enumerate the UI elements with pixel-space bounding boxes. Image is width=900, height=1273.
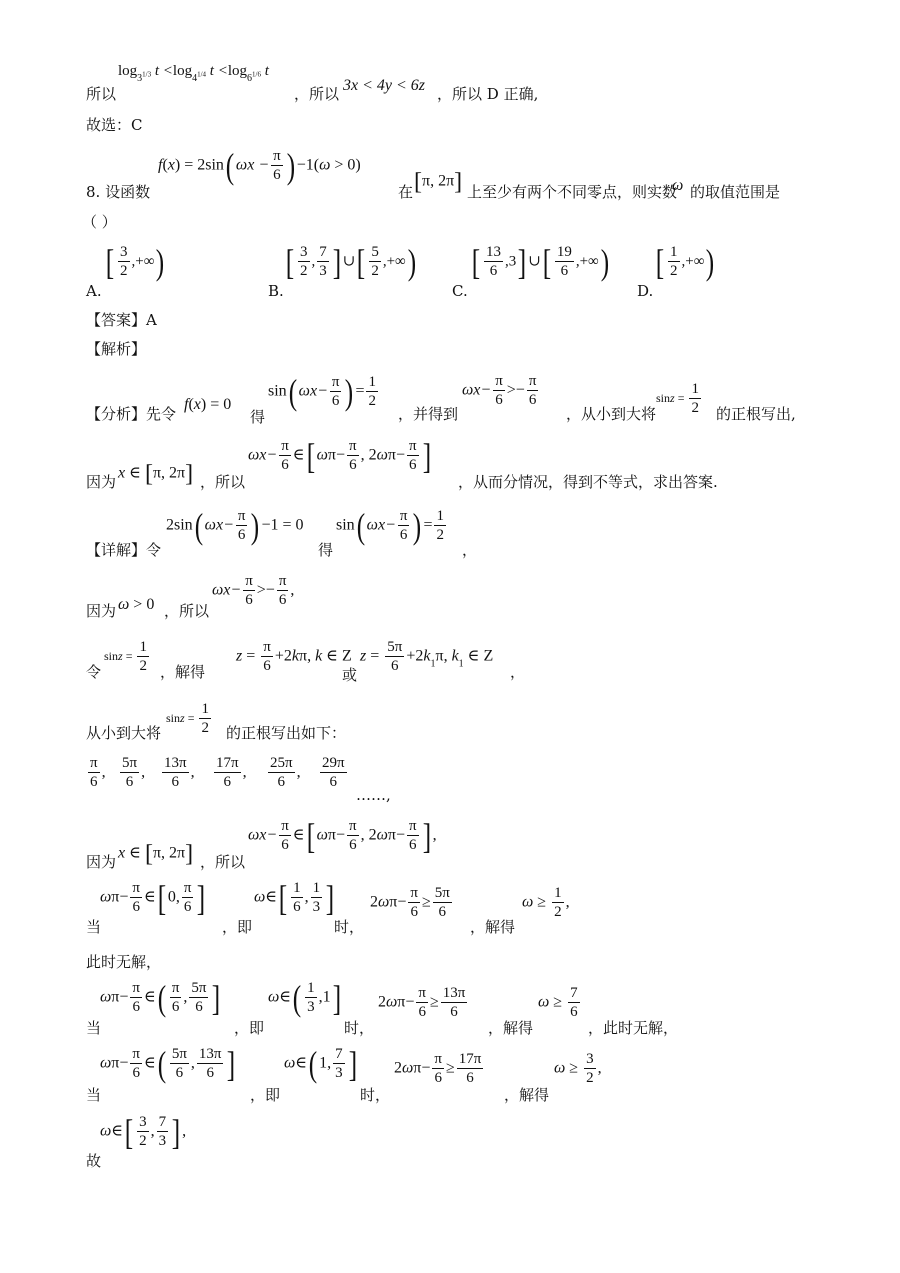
log-inequality: $\log_{3^{1/3}} t <\log_{4^{1/4}}$ $t <\log_{6^{1/6}}$ t: [118, 63, 269, 84]
so-label-4: ，所以: [164, 602, 210, 620]
get-label-1: 得: [250, 408, 266, 426]
so-label-2: ，所以: [294, 85, 340, 103]
case3-range: ωπ− $\frac{\pi}{6}$ ∈( $\frac{5\pi}{6}$ , $\frac{13\pi}{6}$ ]: [100, 1044, 236, 1084]
order-line-label: 从小到大将: [86, 724, 162, 742]
solve-label-1: ，解得: [160, 663, 206, 681]
question-text: 上至少有两个不同零点，则实数: [467, 183, 678, 201]
so-label-3: ，所以: [200, 473, 246, 491]
sinz-half-3: sinz = $\frac{1}{2}$: [166, 701, 209, 736]
no-solution-1: 此时无解，: [86, 953, 162, 971]
analysis-head: 【解析】: [86, 340, 147, 358]
when-label-2: 当: [86, 1019, 102, 1037]
case1-ineq: 2ωπ− $\frac{\pi}{6}$ ≥ $\frac{5\pi}{6}$: [370, 885, 450, 920]
final-omega-range: ω∈[ $\frac{3}{2}$ , $\frac{7}{3}$ ] ,: [100, 1112, 187, 1152]
so-label-1: 所以: [86, 85, 117, 103]
inequality-2: ωx− $\frac{\pi}{6}$ >− $\frac{\pi}{6}$ ,: [212, 573, 295, 608]
case3-ineq: 2ωπ− $\frac{\pi}{6}$ ≥ $\frac{17\pi}{6}$: [394, 1051, 482, 1086]
order-label: ，从小到大将: [566, 405, 657, 423]
option-a-math: [ $\frac{3}{2}$ ,+∞): [105, 242, 165, 282]
root-4: $\frac{17\pi}{6}$ ,: [216, 755, 247, 790]
answer-line: 【答案】A: [86, 311, 157, 329]
root-6: $\frac{29\pi}{6}$: [322, 755, 345, 790]
case3-result: ω ≥ $\frac{3}{2}$ ,: [554, 1051, 602, 1086]
x-in-interval-2: x ∈ [π, 2π]: [118, 841, 194, 867]
sin-equals-half-2: sin( ωx− $\frac{\pi}{6}$ ) = $\frac{1}{2}$: [336, 506, 444, 546]
let-label: 令: [86, 663, 102, 681]
range-2: ωx− $\frac{\pi}{6}$ ∈[ ωπ− $\frac{\pi}{6}$ , 2ωπ− $\frac{\pi}{6}$ ] ,: [248, 816, 437, 856]
no-solution-2: ，此时无解，: [588, 1019, 679, 1037]
because-omega-label: 因为: [86, 602, 117, 620]
case1-omega: ω∈[ $\frac{1}{6}$ , $\frac{1}{3}$ ]: [254, 878, 335, 918]
so-label-5: ，所以: [200, 853, 246, 871]
root-3: $\frac{13\pi}{6}$ ,: [164, 755, 195, 790]
sinz-half-2: sinz = $\frac{1}{2}$: [104, 639, 147, 674]
fx-equals-zero: f(x) = 0: [184, 396, 232, 413]
because-label-2: 因为: [86, 853, 117, 871]
analysis-tag: 【分析】先令: [86, 405, 177, 423]
time-label-2: 时，: [344, 1019, 375, 1037]
solve-label-4: ，解得: [504, 1086, 550, 1104]
omega-symbol: ω: [672, 177, 684, 194]
detail-tag: 【详解】令: [86, 541, 162, 559]
range-1: ωx− $\frac{\pi}{6}$ ∈[ ωπ− $\frac{\pi}{6}$ , 2ωπ− $\frac{\pi}{6}$ ]: [248, 436, 431, 476]
function-definition: f(x) = 2sin( ωx − $\frac{\pi}{6}$ ) −1(ω > 0): [158, 146, 361, 186]
question-text-2: 的取值范围是: [690, 183, 781, 201]
interval-pi-2pi: [π, 2π]: [414, 169, 463, 195]
option-c-math: [ $\frac{13}{6}$ ,3] ∪[ $\frac{19}{6}$ ,+∞): [471, 242, 609, 282]
and-get: ，并得到: [398, 405, 459, 423]
inequality-1: ωx− $\frac{\pi}{6}$ >− $\frac{\pi}{6}$: [462, 373, 537, 408]
d-correct: ，所以 D 正确,: [437, 85, 539, 103]
option-b-math: [ $\frac{3}{2}$ , $\frac{7}{3}$ ] ∪[ $\frac{5}{2}$ ,+∞): [285, 242, 416, 282]
ellipsis: ……,: [356, 786, 391, 804]
solve-label-2: ，解得: [470, 918, 516, 936]
comma-2: ，: [510, 663, 526, 681]
comma-1: ，: [462, 541, 478, 559]
case2-result: ω ≥ $\frac{7}{6}$: [538, 985, 578, 1020]
positive-root-label: 的正根写出,: [716, 405, 796, 423]
case2-range: ωπ− $\frac{\pi}{6}$ ∈( $\frac{\pi}{6}$ , $\frac{5\pi}{6}$ ]: [100, 978, 221, 1018]
omega-positive: ω > 0: [118, 596, 155, 613]
when-label-1: 当: [86, 918, 102, 936]
root-1: $\frac{\pi}{6}$ ,: [90, 755, 106, 790]
option-d-label: D.: [637, 282, 654, 300]
choice-line: 故选：C: [86, 116, 143, 134]
ie-label-3: ，即: [250, 1086, 281, 1104]
case1-range: ωπ− $\frac{\pi}{6}$ ∈[ 0, $\frac{\pi}{6}$ ]: [100, 878, 206, 918]
sinz-half-1: sinz = $\frac{1}{2}$: [656, 381, 699, 416]
option-c-label: C.: [452, 282, 468, 300]
solution-1: z = $\frac{\pi}{6}$ +2kπ, k ∈ Z: [236, 639, 352, 674]
solution-2: z = $\frac{5\pi}{6}$ $+2k_1\pi$, $k_1$ ∈ Z: [360, 639, 494, 674]
case3-omega: ω∈( 1, $\frac{7}{3}$ ]: [284, 1044, 357, 1084]
time-label-1: 时，: [334, 918, 365, 936]
therefore-label: 故: [86, 1152, 102, 1170]
when-label-3: 当: [86, 1086, 102, 1104]
case2-ineq: 2ωπ− $\frac{\pi}{6}$ ≥ $\frac{13\pi}{6}$: [378, 985, 466, 1020]
thus-label: ，从而分情况，得到不等式，求出答案.: [458, 473, 718, 491]
root-2: $\frac{5\pi}{6}$ ,: [122, 755, 146, 790]
option-b-label: B.: [268, 282, 284, 300]
get-label-2: 得: [318, 541, 334, 559]
option-a-label: A.: [86, 282, 102, 300]
xyz-inequality: 3x < 4y < 6z: [343, 77, 426, 94]
order-suffix: 的正根写出如下：: [226, 724, 347, 742]
ie-label-2: ，即: [234, 1019, 265, 1037]
case1-result: ω ≥ $\frac{1}{2}$ ,: [522, 885, 570, 920]
in-label: 在: [398, 183, 414, 201]
time-label-3: 时，: [360, 1086, 391, 1104]
or-label: 或: [342, 666, 358, 684]
because-label-1: 因为: [86, 473, 117, 491]
option-d-math: [ $\frac{1}{2}$ ,+∞): [655, 242, 715, 282]
root-5: $\frac{25\pi}{6}$ ,: [270, 755, 301, 790]
ie-label-1: ，即: [222, 918, 253, 936]
case2-omega: ω∈( $\frac{1}{3}$ ,1]: [268, 978, 341, 1018]
equation-zero: 2sin( ωx− $\frac{\pi}{6}$ ) −1 = 0: [166, 506, 304, 546]
question-paren: （ ）: [82, 213, 117, 231]
question-number: 8. 设函数: [86, 183, 151, 201]
x-in-interval-1: x ∈ [π, 2π]: [118, 461, 194, 487]
sin-equals-half-1: sin( ωx− $\frac{\pi}{6}$ ) = $\frac{1}{2}$: [268, 372, 376, 412]
solve-label-3: ，解得: [488, 1019, 534, 1037]
